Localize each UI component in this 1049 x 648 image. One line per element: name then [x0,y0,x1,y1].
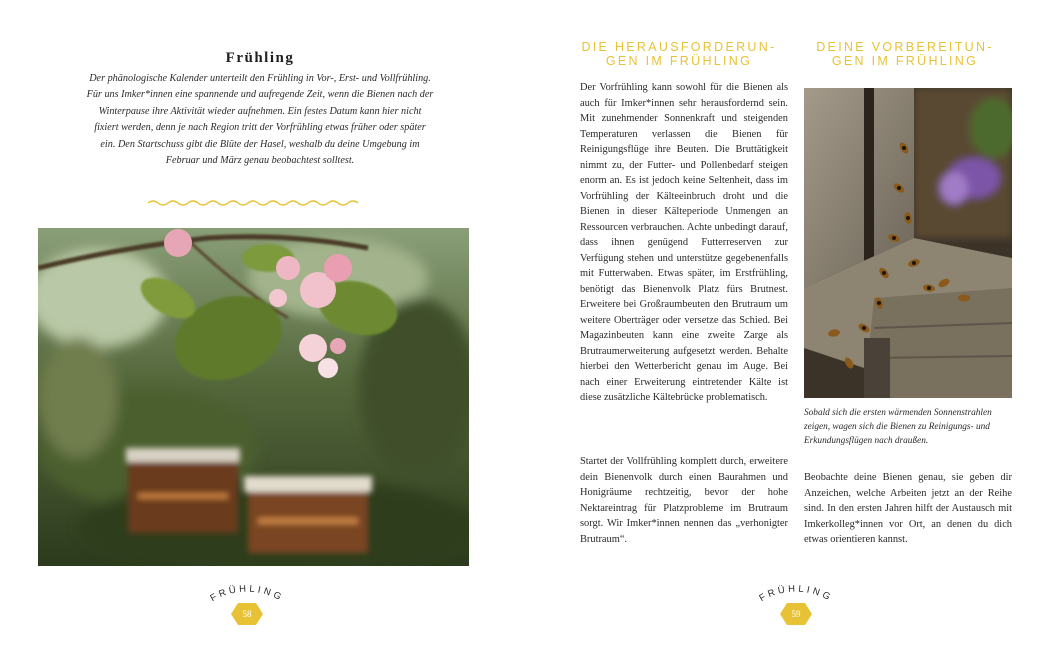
body-paragraph: Startet der Vollfrühling komplett durch, erweitere dein Bienenvolk durch einen Baurahmen und Honigräume rechtzeitig, bevor der hohe Nektareintrag für Platzprobleme im Brutraum sorgt. Wir Imker*innen nennen das „verhonigter Brutraum“. [580,456,788,545]
bees-at-hive-entrance-photo [804,88,1012,398]
body-paragraph: Beobachte deine Bienen genau, sie geben dir Anzeichen, welche Arbeiten jetzt an der Reihe sind. In den ersten Jahren hilft der Austausch mit Imkerkolleg*innen vor Ort, an denen du dich etwas orientieren kannst. [804,472,1012,545]
footer-label: FRÜHLING [208,583,286,605]
page-number: 58 [242,609,252,619]
intro-paragraph: Der phänologische Kalender unterteilt den Frühling in Vor-, Erst- und Vollfrühling. Für uns Imker*innen eine spannende und aufregende Zeit, wenn die Bienen nach der Winterpause ihre Aktivität wieder aufnehmen. Ein festes Datum kann hier nicht fixiert werden, denn je nach Region tritt der Vorfrühling etwas früher oder später ein. Den Startschuss gibt die Blüte der Hasel, weshalb du deine Umgebung im Februar und März genau beobachtest solltest. [86,73,434,167]
apple-blossom-beehives-photo [38,228,469,566]
photo-caption: Sobald sich die ersten wärmenden Sonnenstrahlen zeigen, wagen sich die Bienen zu Reinigungs- und Erkundungsflügen nach draußen. [804,408,992,446]
column-heading-preparations: DEINE VORBEREITUN- GEN IM FRÜHLING [816,40,994,68]
body-paragraph: Der Vorfrühling kann sowohl für die Bienen als auch für Imker*innen sehr herausfordernd sein. Mit zunehmender Sonnenkraft und steigenden Temperaturen verlassen die Bienen für Reinigungsflüge ihre Beuten. Die Bruttätigkeit nimmt zu, der Futter- und Pollenbedarf steigen enorm an. Es ist jedoch keine Seltenheit, dass im Vorfrühling der Kälteeinbruch droht und die Bienen in dieser Kälteperiode Unmengen an Ressourcen verbrauchen. Achte unbedingt darauf, dass ihnen genügend Futterreserven zur Verfügung stehen und unterstütze gegebenenfalls mit Futterwaben. Etwas später, im Erstfrühling, benötigt das Bienenvolk Platz fürs Brutnest. Erweitere bei Großraumbeuten den Brutraum um weitere Oberträger oder versetze das Schied. Bei Magazinbeuten kann eine zweite Zarge als Brutraumerweiterung aufgesetzt werden. Behalte hierbei den Wetterbericht genau im Auge. Bei nach einer Erweiterung eintretender Kälte ist diese zusätzliche Kältebrücke problematisch. [580,82,788,403]
page-title: Frühling [225,50,295,67]
footer-label: FRÜHLING [757,583,835,605]
footer-left [187,580,307,640]
column-heading-challenges: DIE HERAUSFORDERUN- GEN IM FRÜHLING [581,40,777,68]
wavy-divider-icon [148,198,360,208]
footer-right [736,580,856,640]
page-number: 59 [791,609,801,619]
